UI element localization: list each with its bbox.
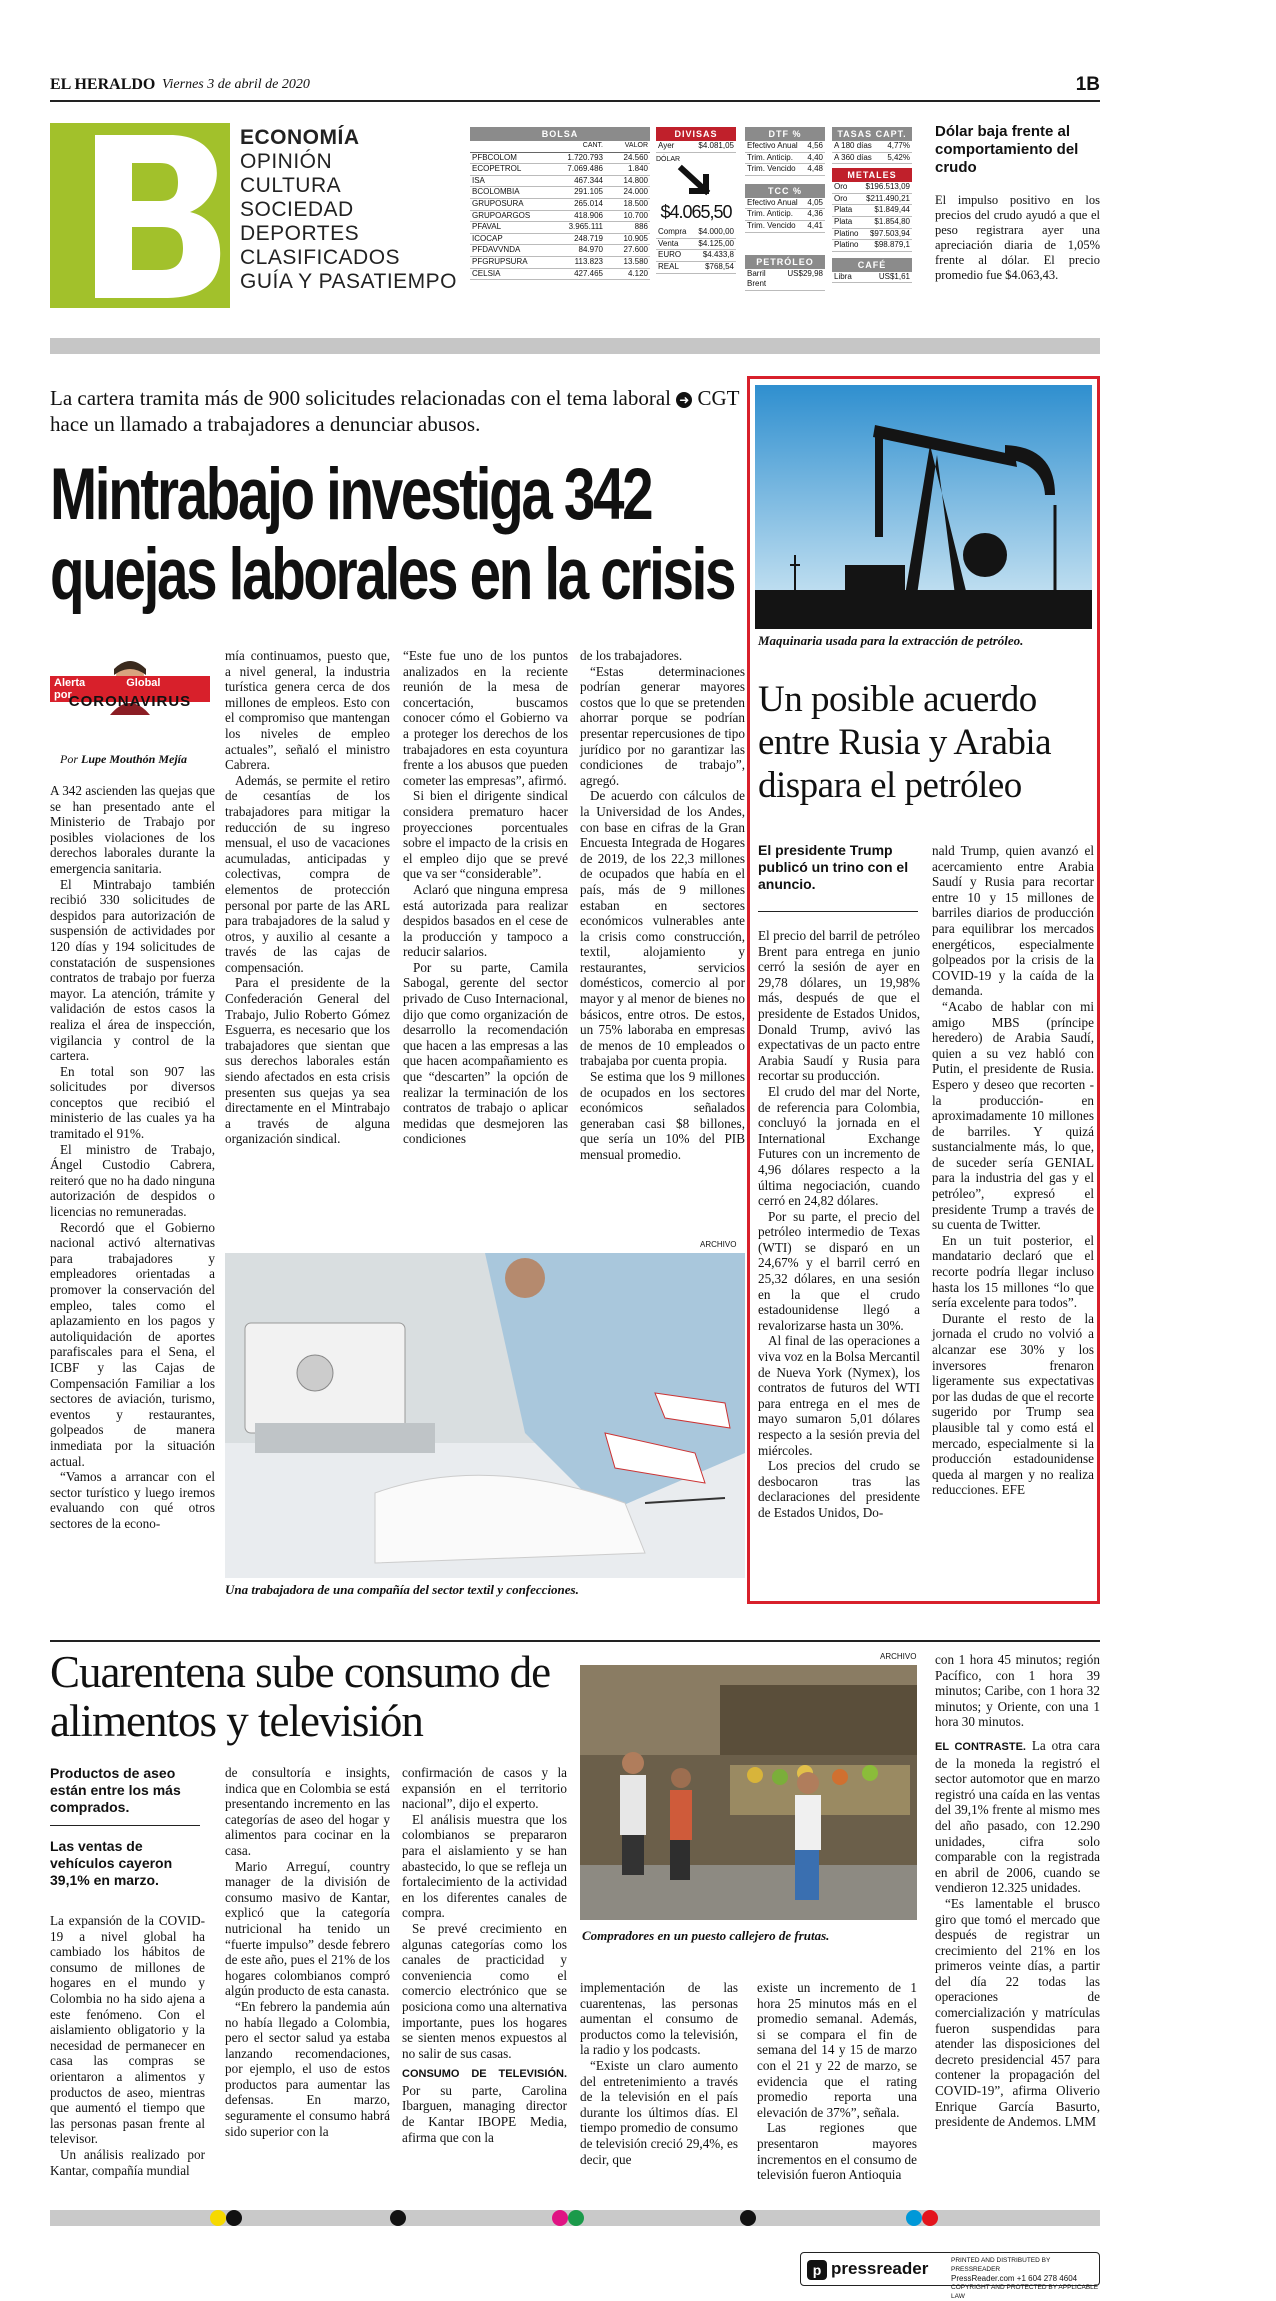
food-col1 <box>50 1913 205 2178</box>
tasas-title: TASAS CAPT. <box>832 127 912 141</box>
food-sub1: Productos de aseo están entre los más comprados. <box>50 1765 181 1815</box>
food-col5-paragraph: existe un incremento de 1 hora 25 minutos más en el promedio semanal. Además, si se compara el fin de semana del 14 y 15 de marzo con el 21 y 22 de marzo, se evidencia que el rating promedio reporta una elevación de 37%”, señala. <box>757 1980 917 2120</box>
divisas-row <box>656 227 736 239</box>
main-headline: Mintrabajo investiga 342 quejas laborales en la crisis <box>50 454 735 615</box>
bolsa-header-valor: VALOR <box>624 142 648 149</box>
tcc-title: TCC % <box>745 184 825 198</box>
oil-col2-paragraph: “Acabo de hablar con mi amigo MBS (príncipe heredero) de Arabia Saudí, quien a su vez habló con Putin, el presidente de Rusia. Espero y deseo que recorten -la producción- en aproximadamente 10 millones de barriles. Y quizá sustancialmente más, lo que, de suceder sería GENIAL para la industria del gas y el petróleo”, expresó el presidente Trump a través de su cuenta de Twitter. <box>932 998 1094 1233</box>
tcc-cell: Trim. Vencido <box>747 220 796 230</box>
main-col3-paragraph: Por su parte, Camila Sabogal, gerente del sector privado de Cuso Internacional, dijo que como organización de desarrollo la recomendación que hacen a las empresas a las que hacen acompañamiento es que “descarten” la opción de realizar la terminación de los contratos de trabajo o aplicar medidas que desmejoren las condiciones <box>403 959 568 1147</box>
main-kicker <box>50 385 750 437</box>
food-photo <box>580 1665 917 1920</box>
food-col3-paragraph: Se prevé crecimiento en algunas categorías como los canales de practicidad y conveniencia como el comercio electrónico que se posiciona como una alternativa importante, pues los hogares se sienten menos expuestos al no salir de sus casas. <box>402 1920 567 2061</box>
bolsa-cell: 265.014 <box>574 198 603 208</box>
divisas-ayer-row <box>656 141 736 153</box>
registration-marks <box>50 2210 1100 2226</box>
tcc-row <box>745 221 825 233</box>
bolsa-cell: PFGRUPSURA <box>472 256 528 266</box>
bolsa-cell: 14.800 <box>623 175 648 185</box>
cafe-rows <box>832 272 912 284</box>
tasas-cell: A 360 días <box>834 152 872 162</box>
food-col3 <box>402 1765 567 2145</box>
food-col4 <box>580 1980 738 2167</box>
food-col6b-second: “Es lamentable el brusco giro que tomó el mercado que después de registrar un crecimiento del 21% en los primeros veinte días, a partir del día 22 todas las operaciones de comercialización y matrículas fueron suspendidas para atender las disposiciones del decreto presidencial 457 para contener la propagación del COVID-19”, afirma Oliverio Enrique García Basurto, presidente de Andemos. LMM <box>935 1895 1100 2130</box>
dtf-cell: 4,40 <box>807 152 823 162</box>
metales-cell: Oro <box>834 193 848 203</box>
bolsa-cell: ISA <box>472 175 485 185</box>
food-photo-credit: ARCHIVO <box>880 1652 917 1661</box>
main-photo-caption: Una trabajadora de una compañía del sector textil y confecciones. <box>225 1582 579 1597</box>
tcc-cell: 4,41 <box>807 220 823 230</box>
main-col4-paragraph: de los trabajadores. <box>580 648 683 663</box>
oil-col1-paragraph: Los precios del crudo se desbocaron tras las declaraciones del presidente de Estados Unidos, Do- <box>758 1458 920 1520</box>
masthead-rule <box>50 100 1100 102</box>
main-col1-paragraph: En total son 907 las solicitudes por diversos conceptos que recibió el ministerio de las cuales ya ha tramitado el 91%. <box>50 1063 215 1142</box>
badge-bottom: CORONAVIRUS <box>68 693 192 710</box>
metales-cell: Plata <box>834 216 853 226</box>
pressreader-brand: pressreader <box>831 2259 929 2278</box>
tasas-table <box>832 127 912 283</box>
tcc-cell: 4,36 <box>807 209 823 219</box>
oil-col1 <box>758 928 920 1521</box>
tcc-cell: Efectivo Anual <box>747 197 798 207</box>
cafe-cell: Libra <box>834 271 852 281</box>
section-item-economia[interactable]: ECONOMÍA <box>240 126 360 149</box>
bolsa-row <box>470 164 650 176</box>
bolsa-header-row <box>470 141 650 153</box>
divisas-cell: $4.433,8 <box>702 250 734 260</box>
main-col1-paragraph: A 342 ascienden las quejas que se han presentado ante el Ministerio de Trabajo por posibles violaciones de los derechos laborales durante la emergencia sanitaria. <box>50 783 215 876</box>
metales-cell: Plata <box>834 205 853 215</box>
bolsa-cell: 10.905 <box>623 233 648 243</box>
bolsa-cell: 13.580 <box>623 256 648 266</box>
arrow-down-icon <box>676 165 716 201</box>
petroleo-rows <box>745 269 825 291</box>
bolsa-cell: 27.600 <box>623 245 648 255</box>
bolsa-cell: 113.823 <box>574 256 603 266</box>
divisas-table <box>656 127 736 274</box>
main-col2 <box>225 648 390 1147</box>
bolsa-cell: BCOLOMBIA <box>472 187 520 197</box>
bolsa-rows <box>470 153 650 281</box>
divisas-title: DIVISAS <box>656 127 736 141</box>
bolsa-cell: 467.344 <box>574 175 603 185</box>
section-letter-b <box>50 123 230 308</box>
metales-cell: Oro <box>834 182 848 192</box>
main-col2-paragraph: Además, se permite el retiro de cesantías de los trabajadores para mitigar la reducción de su ingreso mensual, el uso de vacaciones acumuladas, anticipadas y colectivas, compra de elementos de protección personal por parte de las ARL para trabajadores de la salud y otros, y auxilio al cesante a través de las cajas de compensación. <box>225 772 390 975</box>
bolsa-cell: GRUPOARGOS <box>472 210 531 220</box>
food-col4-paragraph: “Existe un claro aumento del entretenimiento a través de la televisión en el país durante los últimos días. El tiempo promedio de consumo de televisión creció 29,4%, es decir, que <box>580 2057 738 2167</box>
bolsa-row <box>470 234 650 246</box>
oil-subhead: El presidente Trump publicó un trino con el anuncio. <box>758 842 909 892</box>
food-col4-paragraph: implementación de las cuarentenas, las personas aumentan el consumo de productos como la televisión, la radio y los podcasts. <box>580 1980 738 2058</box>
tcc-row <box>745 198 825 210</box>
bolsa-row <box>470 176 650 188</box>
bolsa-cell: GRUPOSURA <box>472 198 524 208</box>
food-col3-paragraph: confirmación de casos y la expansión en el territorio nacional”, dijo el experto. <box>402 1765 567 1812</box>
bolsa-cell: 84.970 <box>578 245 603 255</box>
food-col3a <box>402 1765 567 2061</box>
metales-cell: $98.879,1 <box>874 240 910 250</box>
tcc-cell: Trim. Anticip. <box>747 209 793 219</box>
bolsa-row <box>470 257 650 269</box>
oil-col1-paragraph: El precio del barril de petróleo Brent para entrega en junio cerró la sesión de ayer en 29,78 dólares, un 19,98% más, después de que el presidente de Estados Unidos, Donald Trump, avivó las expectativas de un pacto entre Arabia Saudí y Rusia para recortar su producción. <box>758 928 920 1084</box>
petroleo-row <box>745 269 825 291</box>
bolsa-row <box>470 187 650 199</box>
food-photo-caption: Compradores en un puesto callejero de frutas. <box>582 1928 830 1943</box>
header-gray-bar <box>50 338 1100 354</box>
food-col3-head: CONSUMO DE TELEVISIÓN. <box>402 2068 567 2081</box>
divisas-cell: Venta <box>658 238 679 248</box>
bolsa-row <box>470 211 650 223</box>
dtf-cell: Efectivo Anual <box>747 141 798 150</box>
tcc-cell: 4,05 <box>807 197 823 207</box>
cafe-row <box>832 272 912 284</box>
reg-mark-red <box>922 2210 938 2226</box>
bolsa-cell: ECOPETROL <box>472 164 522 174</box>
food-col1-paragraph: La expansión de la COVID-19 a nivel global ha cambiado los hábitos de consumo de millones de hogares en el mundo y Colombia no ha sido ajena a este fenómeno. Con el aislamiento obligatorio y la necesidad de permanecer en casa las compras se orientaron a alimentos y productos de aseo, mientras que aumentó el tiempo que las personas pasan frente al televisor. <box>50 1913 205 2147</box>
textile-photo <box>225 1253 745 1578</box>
tasas-cell: 5,42% <box>887 152 910 162</box>
reg-mark-green <box>568 2210 584 2226</box>
bolsa-cell: 24.000 <box>623 187 648 197</box>
main-col2-paragraph: Para el presidente de la Confederación General del Trabajo, Julio Roberto Gómez Esguerra, es necesario que los trabajadores que sientan que sus derechos laborales están siendo afectados en esta crisis presenten sus quejas ya sea directamente en el Mintrabajo a través de alguna organización sindical. <box>225 975 390 1147</box>
petroleo-cell: US$29,98 <box>787 268 823 278</box>
main-col1-paragraph: El ministro de Trabajo, Ángel Custodio Cabrera, reiteró que no ha dado ninguna autorización de despidos o licencias no remuneradas. <box>50 1141 215 1220</box>
oil-subhead-rule <box>758 911 918 912</box>
main-col4-paragraph: De acuerdo con cálculos de la Universidad de los Andes, con base en cifras de la Gran Encuesta Integrada de Hogares de 2019, de los 22,3 millones de ocupados que había en el país, más de 9 millones estaban en sectores económicos vulnerables ante la crisis como construcción, textil, alojamiento y restaurantes, servicios domésticos, comercio al por mayor y al menor de bienes no básicos, entre otros. De estos, un 75% laboraba en empresas de menos de 10 empleados o trabajaba por cuenta propia. <box>580 788 745 1069</box>
divisas-big-value: $4.065,50 <box>660 202 732 223</box>
metales-rows <box>832 182 912 252</box>
main-col4 <box>580 648 745 1163</box>
divisas-rows <box>656 227 736 273</box>
tcc-rows <box>745 198 825 233</box>
bolsa-cell: 18.500 <box>623 198 648 208</box>
bolsa-header-cant: CANT. <box>582 142 603 149</box>
byline-prefix: Por <box>60 752 78 766</box>
section-item-clasificados[interactable]: CLASIFICADOS <box>240 246 401 269</box>
oil-headline: Un posible acuerdo entre Rusia y Arabia dispara el petróleo <box>758 679 1052 806</box>
divisas-cell: EURO <box>658 250 682 260</box>
reg-mark-black-3 <box>740 2210 756 2226</box>
divisas-cell: REAL <box>658 261 679 271</box>
dollar-brief <box>935 123 1100 283</box>
pressreader-line2: PressReader.com +1 604 278 4604 <box>951 2274 1078 2283</box>
bolsa-row <box>470 269 650 281</box>
bolsa-cell: 3.965.111 <box>568 222 603 232</box>
pressreader-logo-icon: p <box>807 2260 827 2280</box>
arrow-circle-icon: ➜ <box>676 392 692 408</box>
dollar-brief-body: El impulso positivo en los precios del crudo ayudó a que el peso registrara ayer una apreciación diaria de 1,05% frente al dólar. El precio promedio fue $4.063,43. <box>935 193 1100 282</box>
divisas-row <box>656 239 736 251</box>
bolsa-cell: 427.465 <box>574 268 603 278</box>
oil-photo <box>755 385 1092 629</box>
dtf-row <box>745 153 825 165</box>
bolsa-cell: PFDAVVNDA <box>472 245 521 255</box>
reg-mark-yellow <box>210 2210 226 2226</box>
food-headline: Cuarentena sube consumo de alimentos y televisión <box>50 1647 551 1746</box>
food-col1-paragraph: Un análisis realizado por Kantar, compañía mundial <box>50 2146 205 2178</box>
oil-col2 <box>932 843 1094 1498</box>
divisas-ayer-label: Ayer <box>658 141 675 150</box>
reg-mark-black-2 <box>390 2210 406 2226</box>
metales-row <box>832 194 912 206</box>
bolsa-cell: PFBCOLOM <box>472 152 517 162</box>
main-byline <box>60 752 187 767</box>
metales-cell: Platino <box>834 228 859 238</box>
dtf-table <box>745 127 825 291</box>
divisas-row <box>656 250 736 262</box>
food-photo-image <box>580 1665 917 1920</box>
oil-col1-paragraph: Al final de las operaciones a viva voz en la Bolsa Mercantil de Nueva York (Nymex), los contratos de futuros del WTI para entrega en el mes de mayo sumaron 5,01 dólares respecto a la sesión previa del miércoles. <box>758 1333 920 1458</box>
bolsa-cell: 1.720.793 <box>567 152 603 162</box>
divisas-cell: Compra <box>658 227 687 237</box>
bolsa-row <box>470 222 650 234</box>
tasas-rows <box>832 141 912 164</box>
bolsa-row <box>470 199 650 211</box>
bolsa-cell: 886 <box>634 222 648 232</box>
metales-row <box>832 240 912 252</box>
section-item-guia[interactable]: GUÍA Y PASATIEMPO <box>240 270 458 293</box>
section-list <box>240 126 460 294</box>
oil-col2-paragraph: En un tuit posterior, el mandatario declaró que el recorte podría llegar incluso hasta los 15 millones “lo que sería excelente para todos”. <box>932 1232 1094 1311</box>
coronavirus-badge <box>50 655 210 715</box>
dtf-row <box>745 164 825 176</box>
reg-mark-black-1 <box>226 2210 242 2226</box>
tasas-row <box>832 153 912 165</box>
bolsa-title: BOLSA <box>470 127 650 141</box>
main-col1-paragraph: “Vamos a arrancar con el sector turístico y luego iremos evaluando con qué otros sectores de la econo- <box>50 1469 215 1531</box>
metales-cell: $97.503,94 <box>869 228 910 238</box>
divisas-ayer-value: $4.081,05 <box>698 141 734 150</box>
bolsa-cell: 1.840 <box>627 164 648 174</box>
bolsa-cell: 248.719 <box>574 233 603 243</box>
oil-photo-caption: Maquinaria usada para la extracción de petróleo. <box>758 633 1024 648</box>
metales-cell: $196.513,09 <box>865 182 910 192</box>
bolsa-cell: 418.906 <box>574 210 603 220</box>
oil-col2-paragraph: nald Trump, quien avanzó el acercamiento entre Arabia Saudí y Rusia para recortar entre 10 y 15 millones de barriles diarios de producción para equilibrar los mercados energéticos, especialmente golpeados por la crisis de la COVID-19 y la caída de la demanda. <box>932 843 1094 999</box>
divisas-cell: $4.000,00 <box>698 227 734 237</box>
tasas-row <box>832 141 912 153</box>
pressreader-lines <box>951 2256 1099 2301</box>
bolsa-cell: 10.700 <box>623 210 648 220</box>
divisas-cell: $4.125,00 <box>698 238 734 248</box>
food-col2-paragraph: Mario Arreguí, country manager de la división de consumo masivo de Kantar, explicó que la categoría nutricional ha tenido un “fuerte impulso” desde febrero de este año, pues el 21% de los hogares colombianos compró algún producto de esta canasta. <box>225 1858 390 1999</box>
pressreader-badge[interactable] <box>800 2252 1100 2300</box>
bolsa-row <box>470 245 650 257</box>
byline-name: Lupe Mouthón Mejía <box>81 752 188 766</box>
metales-row <box>832 182 912 194</box>
cafe-title: CAFÉ <box>832 258 912 272</box>
main-col1-paragraph: El Mintrabajo también recibió 330 solicitudes de despidos para autorización de suspensión de actividades por 120 días y 194 solicitudes de constatación de suspensiones contratos de trabajo por fuerza mayor. La atención, trámite y validación de estos casos la realiza el área de inspección, vigilancia y control de la cartera. <box>50 876 215 1064</box>
divisas-cell: $768,54 <box>705 261 734 271</box>
section-item-sociedad[interactable]: SOCIEDAD <box>240 198 354 221</box>
metales-row <box>832 217 912 229</box>
food-col6b-first: La otra cara de la moneda la registró el sector automotor que en marzo registró una caída en las ventas del 39,1% frente al mismo mes del año pasado, con 12.290 unidades, cifra solo comparable con la registrada en abril de 2006, cuando se vendieron 12.325 unidades. <box>935 1737 1100 1896</box>
food-col2 <box>225 1765 390 2139</box>
metales-row <box>832 229 912 241</box>
bolsa-cell: PFAVAL <box>472 222 502 232</box>
reg-mark-cyan <box>906 2210 922 2226</box>
food-col6-body <box>935 1738 1100 1896</box>
food-col2-paragraph: de consultoría e insights, indica que en Colombia se está presentando incremento en las categorías de aseo del hogar y alimentos para cocinar en la casa. <box>225 1765 390 1858</box>
dtf-cell: Trim. Vencido <box>747 164 796 174</box>
food-sub2: Las ventas de vehículos cayeron 39,1% en marzo. <box>50 1838 173 1888</box>
dtf-row <box>745 141 825 153</box>
main-kicker-part2: CGT hace un llamado a trabajadores a denunciar abusos. <box>50 386 740 436</box>
metales-title: METALES <box>832 168 912 182</box>
bolsa-table <box>470 127 650 280</box>
main-col1-paragraph: Recordó que el Gobierno nacional activó alternativas para trabajadores y empleadores orientadas a promover la conservación del empleo, tales como el aplazamiento en los pagos y autoliquidación de aportes parafiscales para el Sena, el ICBF y las Cajas de Compensación Familiar a los sectores de aviación, turismo, eventos y restaurantes, golpeados de manera inmediata por la situación actual. <box>50 1219 215 1469</box>
section-item-deportes[interactable]: DEPORTES <box>240 222 360 245</box>
petroleo-cell: Barril Brent <box>747 268 767 289</box>
oil-col2-paragraph: Durante el resto de la jornada el crudo no volvió a alcanzar ese 30% y los inversores frenaron ligeramente sus expectativas por las dudas de que el recorte sugerido por Trump sea plausible tal y como está el mercado, especialmente si la producción estadounidense queda al margen y no realiza reducciones. EFE <box>932 1310 1094 1498</box>
divisas-dolar-label: DÓLAR <box>656 155 681 163</box>
bolsa-cell: 24.560 <box>623 152 648 162</box>
oil-col1-paragraph: El crudo del mar del Norte, de referencia para Colombia, concluyó la jornada en el International Exchange Futures con un incremento de 4,96 dólares respecto a la última negociación, cuando cerró en 24,82 dólares. <box>758 1083 920 1209</box>
food-col3b: Por su parte, Carolina Ibarguen, managing director de Kantar IBOPE Media, afirma que con la <box>402 2082 567 2145</box>
food-col6a: con 1 hora 45 minutos; región Pacífico, con 1 hora 39 minutos; Caribe, con 1 hora 32 minutos; y Oriente, con una 1 hora 30 minutos. <box>935 1652 1100 1730</box>
tcc-row <box>745 209 825 221</box>
bolsa-cell: 7.069.486 <box>567 164 603 174</box>
main-col3 <box>403 648 568 1147</box>
dtf-rows <box>745 141 825 176</box>
oil-photo-image <box>755 385 1092 629</box>
bolsa-cell: 4.120 <box>627 268 648 278</box>
section-separator <box>50 1640 1100 1642</box>
food-col5-paragraph: Las regiones que presentaron mayores incrementos en el consumo de televisión fueron Antioquia <box>757 2120 917 2183</box>
tasas-cell: 4,77% <box>887 141 910 150</box>
masthead <box>50 72 1100 102</box>
food-col5 <box>757 1980 917 2183</box>
metales-cell: $211.490,21 <box>866 193 910 203</box>
main-col1 <box>50 783 215 1532</box>
dollar-brief-title: Dólar baja frente al comportamiento del crudo <box>935 123 1079 176</box>
main-photo-credit: ARCHIVO <box>700 1240 737 1249</box>
petroleo-title: PETRÓLEO <box>745 255 825 269</box>
masthead-date: Viernes 3 de abril de 2020 <box>162 77 310 92</box>
dtf-cell: 4,48 <box>807 164 823 174</box>
badge-top: Alerta Global por <box>50 676 210 702</box>
main-col2-paragraph: mía continuamos, puesto que, a nivel general, la industria turística genera cerca de dos millones de empleos. Esto con el compromiso que mantengan los niveles de empleo actuales”, señaló el ministro Cabrera. <box>225 648 390 773</box>
section-item-opinion[interactable]: OPINIÓN <box>240 150 333 173</box>
bolsa-cell: ICOCAP <box>472 233 503 243</box>
reg-mark-magenta <box>552 2210 568 2226</box>
oil-col1-paragraph: Por su parte, el precio del petróleo intermedio de Texas (WTI) se disparó en un 24,67% y el barril cerró en 25,32 dólares, en una sesión en la que el crudo estadounidense llegó a revalorizarse hasta un 30%. <box>758 1208 920 1333</box>
main-col3-paragraph: Si bien el dirigente sindical considera prematuro hacer proyecciones porcentuales sobre el impacto de la crisis en el empleo dijo que se prevé que va ser “considerable”. <box>403 788 568 882</box>
food-sub-rule <box>50 1825 200 1826</box>
page-number: 1B <box>1075 74 1100 95</box>
metales-row <box>832 205 912 217</box>
food-col3-body <box>402 2065 567 2145</box>
bolsa-cell: CELSIA <box>472 268 501 278</box>
pressreader-line3: COPYRIGHT AND PROTECTED BY APPLICABLE LAW <box>951 2284 1099 2300</box>
main-kicker-part1: La cartera tramita más de 900 solicitudes relacionadas con el tema laboral <box>50 386 671 410</box>
bolsa-header-blank <box>470 141 550 152</box>
cafe-cell: US$1,61 <box>878 271 910 281</box>
metales-cell: $1.849,44 <box>874 205 910 215</box>
food-col3-paragraph: El análisis muestra que los colombianos se prepararon para el aislamiento y se han abastecido, lo que se refleja un fortalecimiento de la actividad en los diferentes canales de compra. <box>402 1811 567 1921</box>
bolsa-cell: 291.105 <box>574 187 603 197</box>
dtf-cell: 4,56 <box>807 141 823 150</box>
main-col3-paragraph: “Este fue uno de los puntos analizados en la reciente reunión de la mesa de concertación, buscamos conocer cómo el Gobierno va a proteger los derechos de los trabajadores en esta coyuntura frente a los abusos que pueden cometer las empresas”, afirmó. <box>403 648 568 788</box>
dtf-title: DTF % <box>745 127 825 141</box>
metales-cell: Platino <box>834 240 859 250</box>
tasas-cell: A 180 días <box>834 141 872 150</box>
masthead-paper: EL HERALDO <box>50 76 156 93</box>
section-item-cultura[interactable]: CULTURA <box>240 174 342 197</box>
textile-photo-image <box>225 1253 745 1578</box>
main-col4-paragraph: Se estima que los 9 millones de ocupados en los sectores económicos señalados generaban casi $8 billones, que sería un 10% del PIB mensual promedio. <box>580 1069 745 1162</box>
main-col3-paragraph: Aclaró que ninguna empresa está autorizada para realizar despidos basados en el cese de la producción y tampoco a reducir salarios. <box>403 881 568 960</box>
bolsa-row <box>470 153 650 165</box>
food-col6-head: EL CONTRASTE. <box>935 1740 1026 1753</box>
food-col2-paragraph: “En febrero la pandemia aún no había llegado a Colombia, pero el sector salud ya estaba lanzando recomendaciones, por ejemplo, el uso de estos productos para aumentar las defensas. En marzo, seguramente el consumo habrá sido superior con la <box>225 1998 390 2139</box>
food-col6 <box>935 1652 1100 2130</box>
dtf-cell: Trim. Anticip. <box>747 152 793 162</box>
pressreader-line1: PRINTED AND DISTRIBUTED BY PRESSREADER <box>951 2257 1051 2273</box>
metales-cell: $1.854,80 <box>874 216 910 226</box>
divisas-row <box>656 262 736 274</box>
main-col4-paragraph: “Estas determinaciones podrían generar mayores costos que lo que se pretenden ahorrar porque se podrían presentar repercusiones de tipo jurídico por no garantizar las condiciones de trabajo”, agregó. <box>580 663 745 788</box>
